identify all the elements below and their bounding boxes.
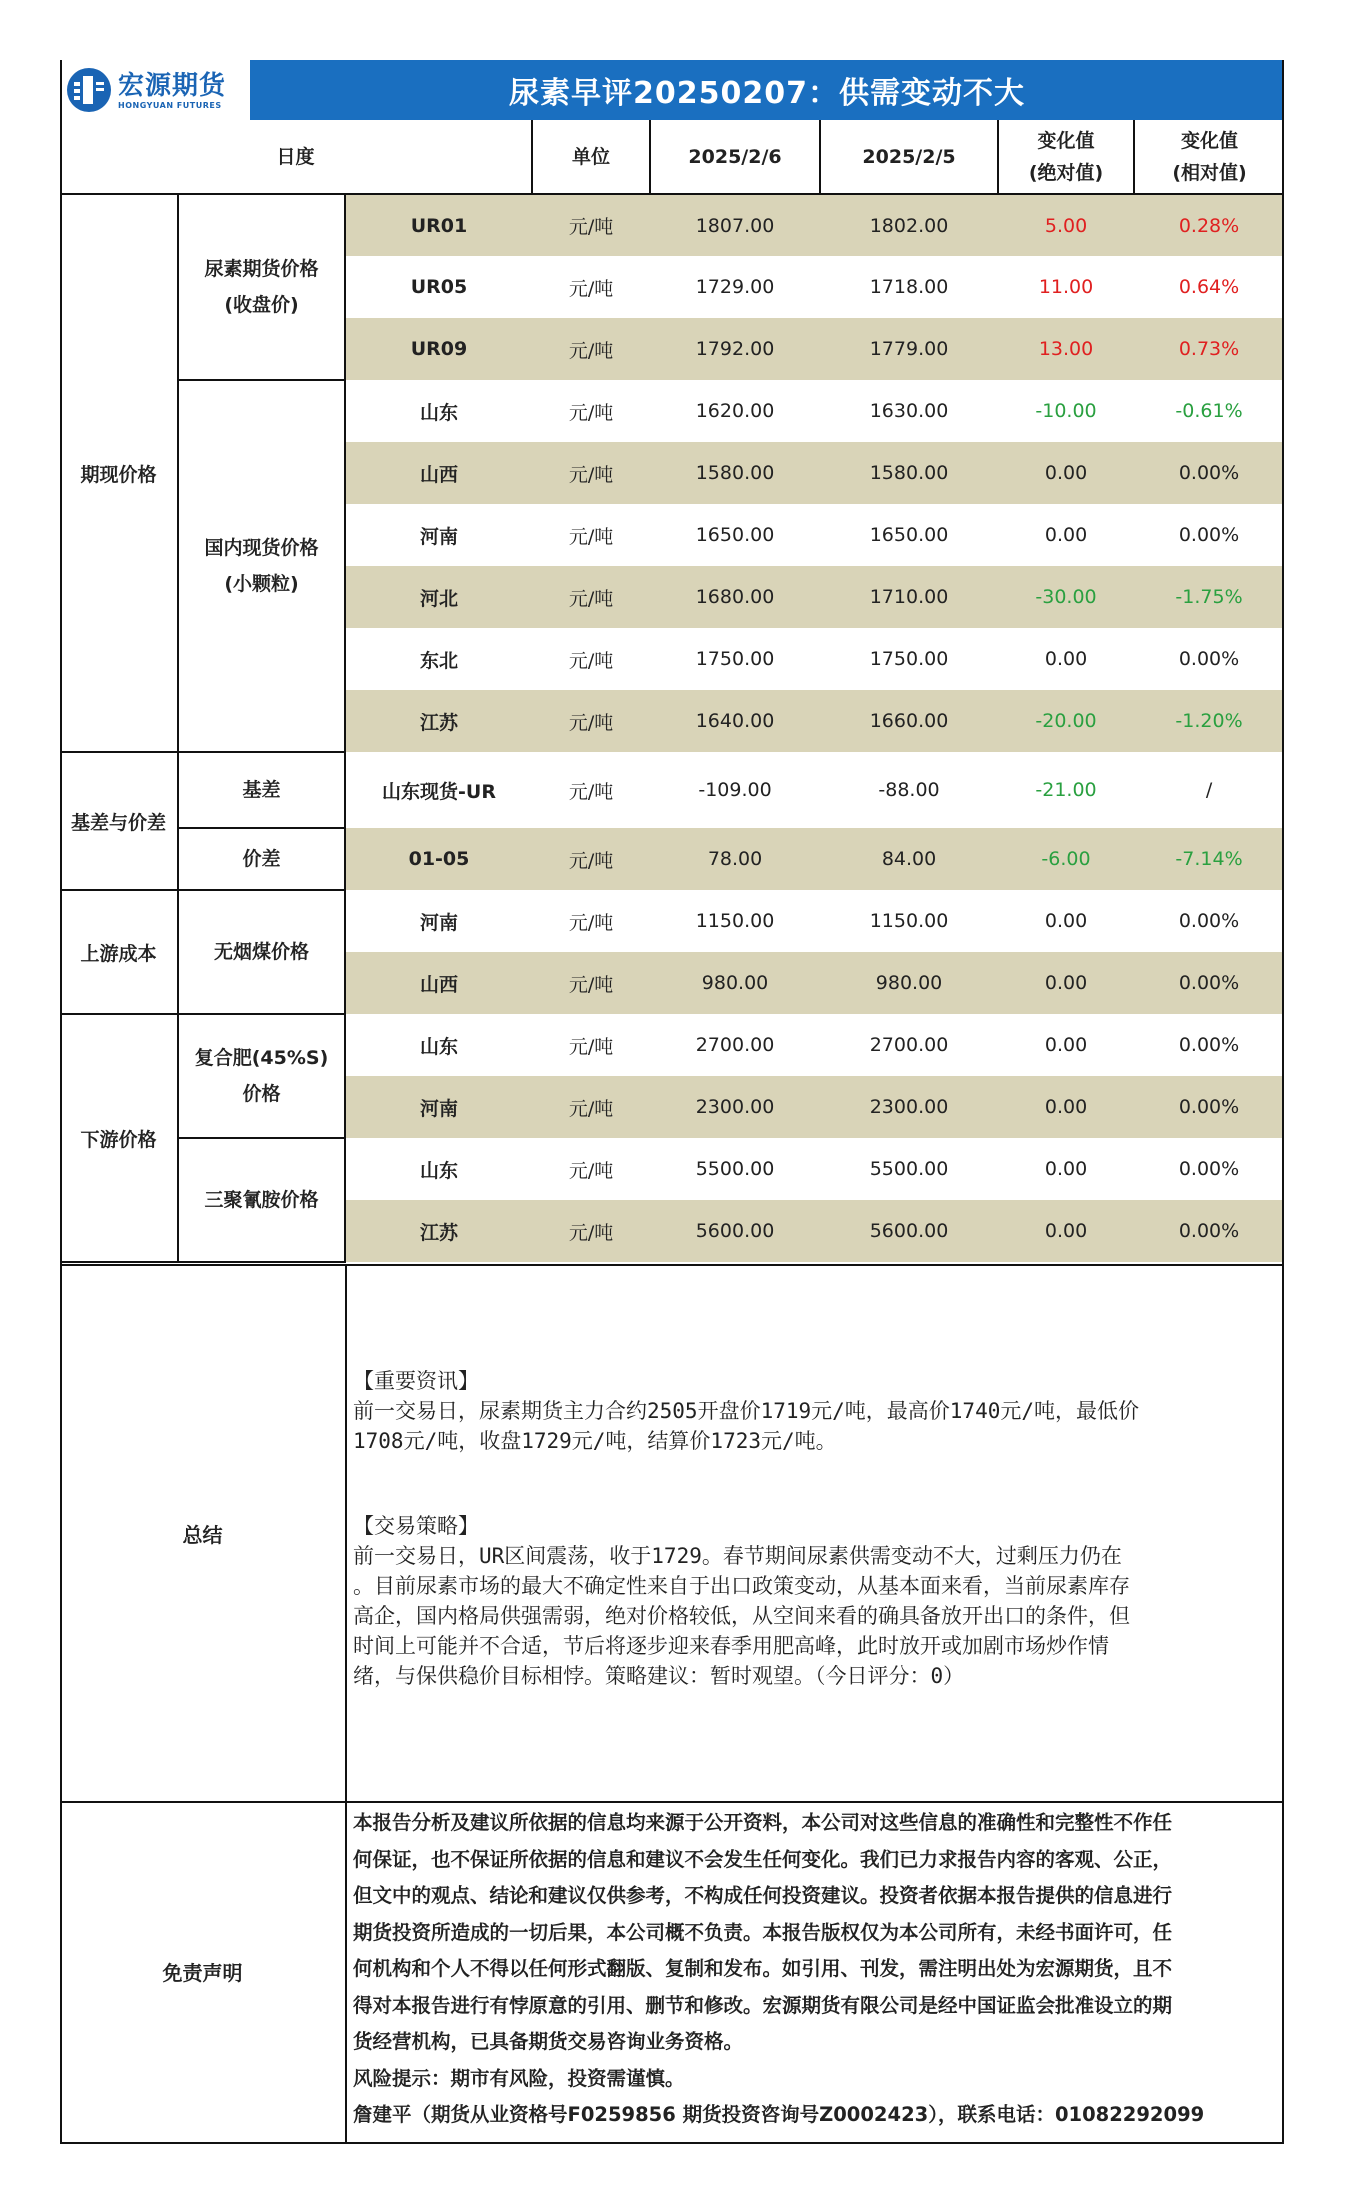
row-rel: 0.00% — [1134, 952, 1284, 1014]
row-v1: 1620.00 — [650, 380, 820, 442]
row-unit: 元/吨 — [532, 1200, 650, 1262]
row-v1: 1807.00 — [650, 194, 820, 256]
row-name: 江苏 — [345, 690, 532, 752]
row-v2: 980.00 — [820, 952, 998, 1014]
row-v1: 1650.00 — [650, 504, 820, 566]
row-rel: 0.00% — [1134, 1138, 1284, 1200]
subgroup-fertilizer-l1: 复合肥(45%S) — [194, 1047, 329, 1069]
news-line: 前一交易日，尿素期货主力合约2505开盘价1719元/吨，最高价1740元/吨，最低价 — [353, 1399, 1140, 1423]
row-rel: 0.00% — [1134, 504, 1284, 566]
row-unit: 元/吨 — [532, 752, 650, 828]
row-v2: 84.00 — [820, 828, 998, 890]
row-v2: 1630.00 — [820, 380, 998, 442]
row-abs: -10.00 — [998, 380, 1134, 442]
row-abs: 0.00 — [998, 1138, 1134, 1200]
row-abs: 0.00 — [998, 442, 1134, 504]
row-unit: 元/吨 — [532, 890, 650, 952]
row-abs: 5.00 — [998, 194, 1134, 256]
row-v2: 1660.00 — [820, 690, 998, 752]
row-unit: 元/吨 — [532, 504, 650, 566]
group-label-upstream: 上游成本 — [60, 890, 178, 1014]
disclaimer-line: 何机构和个人不得以任何形式翻版、复制和发布。如引用、刊发，需注明出处为宏源期货，且不 — [353, 1957, 1173, 1980]
row-unit: 元/吨 — [532, 256, 650, 318]
subgroup-fertilizer — [178, 1014, 345, 1138]
row-v1: 1680.00 — [650, 566, 820, 628]
disclaimer-line: 得对本报告进行有悖原意的引用、删节和修改。宏源期货有限公司是经中国证监会批准设立的期 — [353, 1993, 1173, 2017]
subgroup-futures-l1: 尿素期货价格 — [204, 258, 319, 280]
news-line: 1708元/吨，收盘1729元/吨，结算价1723元/吨。 — [353, 1429, 837, 1453]
col-date1: 2025/2/6 — [650, 120, 820, 194]
group-label-basis-spread: 基差与价差 — [60, 752, 178, 890]
row-v2: 1580.00 — [820, 442, 998, 504]
col-chg-rel-l2: (相对值) — [1172, 161, 1247, 184]
col-period: 日度 — [60, 120, 532, 194]
row-unit: 元/吨 — [532, 1138, 650, 1200]
row-rel: -0.61% — [1134, 380, 1284, 442]
subgroup-spot-l1: 国内现货价格 — [204, 537, 319, 559]
row-name: 江苏 — [345, 1200, 532, 1262]
row-rel: 0.00% — [1134, 890, 1284, 952]
row-v2: 1802.00 — [820, 194, 998, 256]
strategy-line: 。目前尿素市场的最大不确定性来自于出口政策变动，从基本面来看，当前尿素库存 — [353, 1574, 1130, 1598]
row-abs: -6.00 — [998, 828, 1134, 890]
disclaimer-section — [60, 1799, 1284, 2144]
row-abs: 0.00 — [998, 890, 1134, 952]
subgroup-fertilizer-l2: 价格 — [242, 1083, 281, 1105]
row-abs: 0.00 — [998, 1076, 1134, 1138]
group-label-downstream: 下游价格 — [60, 1014, 178, 1262]
subgroup-basis: 基差 — [178, 752, 345, 828]
row-v2: 2300.00 — [820, 1076, 998, 1138]
row-abs: 0.00 — [998, 952, 1134, 1014]
subgroup-coal: 无烟煤价格 — [178, 890, 345, 1014]
row-v2: 1718.00 — [820, 256, 998, 318]
row-rel: 0.00% — [1134, 1076, 1284, 1138]
row-unit: 元/吨 — [532, 1076, 650, 1138]
row-rel: / — [1134, 752, 1284, 828]
row-v1: -109.00 — [650, 752, 820, 828]
subgroup-spread: 价差 — [178, 828, 345, 890]
row-v2: 1150.00 — [820, 890, 998, 952]
strategy-line: 时间上可能并不合适，节后将逐步迎来春季用肥高峰，此时放开或加剧市场炒作情 — [353, 1634, 1109, 1658]
row-unit: 元/吨 — [532, 828, 650, 890]
col-chg-abs-l1: 变化值 — [1037, 129, 1095, 152]
row-abs: 0.00 — [998, 504, 1134, 566]
header-banner — [60, 60, 1284, 120]
row-name: 01-05 — [345, 828, 532, 890]
table-row — [60, 194, 1284, 256]
row-rel: -7.14% — [1134, 828, 1284, 890]
subgroup-spot — [178, 380, 345, 752]
row-unit: 元/吨 — [532, 318, 650, 380]
disclaimer-line: 货经营机构，已具备期货交易咨询业务资格。 — [353, 2030, 744, 2053]
row-unit: 元/吨 — [532, 566, 650, 628]
news-title: 【重要资讯】 — [353, 1369, 479, 1393]
row-name: 东北 — [345, 628, 532, 690]
hongyuan-logo-icon — [66, 67, 112, 113]
row-unit: 元/吨 — [532, 380, 650, 442]
disclaimer-line: 何保证，也不保证所依据的信息和建议不会发生任何变化。我们已力求报告内容的客观、公正， — [353, 1847, 1173, 1871]
row-name: 山东 — [345, 1014, 532, 1076]
row-abs: 0.00 — [998, 628, 1134, 690]
report-sheet — [60, 60, 1284, 2144]
col-chg-abs — [998, 120, 1134, 194]
row-v1: 1580.00 — [650, 442, 820, 504]
row-name: 河北 — [345, 566, 532, 628]
table-row — [60, 1014, 1284, 1076]
row-unit: 元/吨 — [532, 1014, 650, 1076]
summary-text — [347, 1266, 1284, 1801]
row-v2: 5500.00 — [820, 1138, 998, 1200]
strategy-line: 高企，国内格局供强需弱，绝对价格较低，从空间来看的确具备放开出口的条件，但 — [353, 1604, 1130, 1628]
row-unit: 元/吨 — [532, 952, 650, 1014]
row-v1: 980.00 — [650, 952, 820, 1014]
row-name: 河南 — [345, 890, 532, 952]
row-rel: 0.00% — [1134, 628, 1284, 690]
price-table — [60, 120, 1284, 1263]
row-v1: 1150.00 — [650, 890, 820, 952]
table-row — [60, 380, 1284, 442]
row-v1: 1729.00 — [650, 256, 820, 318]
row-v1: 1750.00 — [650, 628, 820, 690]
row-rel: 0.28% — [1134, 194, 1284, 256]
row-v2: -88.00 — [820, 752, 998, 828]
row-rel: 0.00% — [1134, 1200, 1284, 1262]
strategy-line: 绪，与保供稳价目标相悖。策略建议：暂时观望。（今日评分：0） — [353, 1664, 965, 1688]
logo-cn-text: 宏源期货 — [118, 70, 227, 101]
logo-en-text: HONGYUAN FUTURES — [118, 100, 222, 110]
row-v2: 1779.00 — [820, 318, 998, 380]
table-row — [60, 828, 1284, 890]
row-v2: 1710.00 — [820, 566, 998, 628]
disclaimer-line: 期货投资所造成的一切后果，本公司概不负责。本报告版权仅为本公司所有，未经书面许可，任 — [353, 1920, 1173, 1944]
disclaimer-text — [347, 1799, 1284, 2144]
summary-section — [60, 1264, 1284, 1803]
row-name: 河南 — [345, 1076, 532, 1138]
row-abs: 13.00 — [998, 318, 1134, 380]
report-title: 尿素早评20250207：供需变动不大 — [250, 60, 1284, 120]
row-v2: 1750.00 — [820, 628, 998, 690]
row-rel: 0.00% — [1134, 442, 1284, 504]
disclaimer-label: 免责声明 — [60, 1799, 347, 2144]
row-abs: -30.00 — [998, 566, 1134, 628]
row-v2: 1650.00 — [820, 504, 998, 566]
col-chg-rel — [1134, 120, 1284, 194]
col-unit: 单位 — [532, 120, 650, 194]
row-unit: 元/吨 — [532, 628, 650, 690]
row-abs: 11.00 — [998, 256, 1134, 318]
col-date2: 2025/2/5 — [820, 120, 998, 194]
row-v1: 1792.00 — [650, 318, 820, 380]
row-name: 山东 — [345, 380, 532, 442]
subgroup-melamine: 三聚氰胺价格 — [178, 1138, 345, 1262]
row-v1: 5600.00 — [650, 1200, 820, 1262]
subgroup-spot-l2: (小颗粒) — [224, 573, 299, 595]
row-abs: -21.00 — [998, 752, 1134, 828]
group-label-spot-futures: 期现价格 — [60, 194, 178, 752]
risk-warning: 风险提示：期市有风险，投资需谨慎。 — [353, 2066, 685, 2090]
row-name: 山东 — [345, 1138, 532, 1200]
row-name: UR01 — [345, 194, 532, 256]
row-rel: -1.75% — [1134, 566, 1284, 628]
row-v1: 5500.00 — [650, 1138, 820, 1200]
row-rel: 0.73% — [1134, 318, 1284, 380]
table-row — [60, 752, 1284, 828]
row-name: 山东现货-UR — [345, 752, 532, 828]
strategy-title: 【交易策略】 — [353, 1514, 479, 1538]
col-chg-rel-l1: 变化值 — [1181, 129, 1239, 152]
row-v1: 2300.00 — [650, 1076, 820, 1138]
subgroup-futures-l2: (收盘价) — [224, 294, 299, 316]
row-unit: 元/吨 — [532, 194, 650, 256]
row-unit: 元/吨 — [532, 442, 650, 504]
row-rel: -1.20% — [1134, 690, 1284, 752]
analyst-contact: 詹建平（期货从业资格号F0259856 期货投资咨询号Z0002423），联系电话：01082292099 — [353, 2103, 1205, 2126]
row-v1: 2700.00 — [650, 1014, 820, 1076]
row-name: UR05 — [345, 256, 532, 318]
summary-label: 总结 — [60, 1266, 347, 1801]
table-row — [60, 890, 1284, 952]
row-v2: 5600.00 — [820, 1200, 998, 1262]
col-chg-abs-l2: (绝对值) — [1028, 161, 1104, 184]
table-row — [60, 1138, 1284, 1200]
row-name: 山西 — [345, 952, 532, 1014]
strategy-line: 前一交易日，UR区间震荡，收于1729。春节期间尿素供需变动不大，过剩压力仍在 — [353, 1544, 1122, 1568]
row-abs: 0.00 — [998, 1200, 1134, 1262]
row-unit: 元/吨 — [532, 690, 650, 752]
row-rel: 0.64% — [1134, 256, 1284, 318]
row-abs: -20.00 — [998, 690, 1134, 752]
row-name: 河南 — [345, 504, 532, 566]
row-v1: 78.00 — [650, 828, 820, 890]
row-name: UR09 — [345, 318, 532, 380]
company-logo — [60, 60, 250, 120]
row-rel: 0.00% — [1134, 1014, 1284, 1076]
row-abs: 0.00 — [998, 1014, 1134, 1076]
row-v2: 2700.00 — [820, 1014, 998, 1076]
row-v1: 1640.00 — [650, 690, 820, 752]
disclaimer-line: 但文中的观点、结论和建议仅供参考，不构成任何投资建议。投资者依据本报告提供的信息进行 — [353, 1884, 1173, 1907]
row-name: 山西 — [345, 442, 532, 504]
subgroup-futures — [178, 194, 345, 380]
disclaimer-line: 本报告分析及建议所依据的信息均来源于公开资料，本公司对这些信息的准确性和完整性不作任 — [353, 1811, 1173, 1834]
